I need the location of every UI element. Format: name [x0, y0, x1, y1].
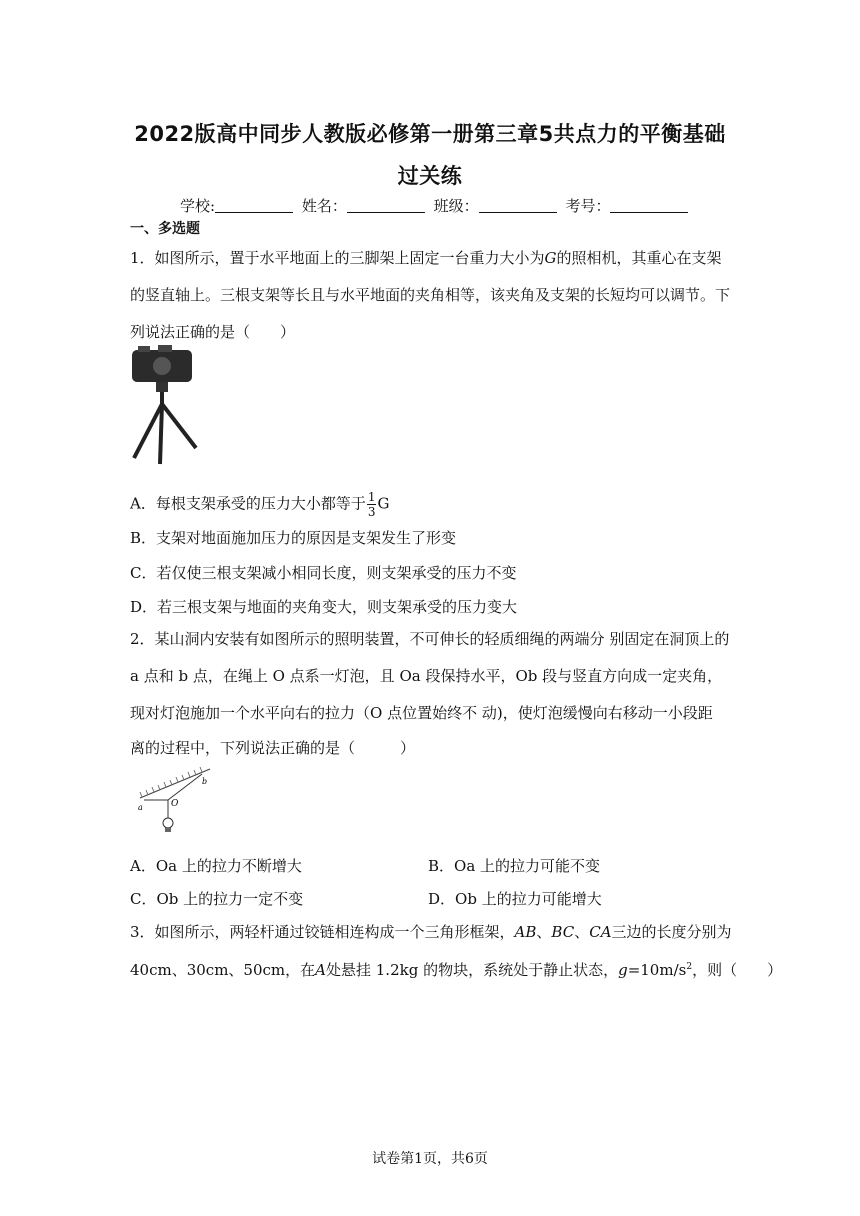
fig-label-o: O — [171, 799, 179, 809]
school-label: 学校: — [180, 197, 216, 215]
page-title: 2022版高中同步人教版必修第一册第三章5共点力的平衡基础 — [134, 122, 726, 146]
q3-side-ca: CA — [589, 923, 612, 941]
q1-line3: 列说法正确的是（ ） — [130, 323, 296, 341]
q3-variable-g: g — [618, 961, 628, 979]
section-heading: 一、多选题 — [130, 221, 200, 237]
q2-option-d: D．Ob 上的拉力可能增大 — [428, 890, 602, 908]
q2-option-b: B．Oa 上的拉力可能不变 — [428, 857, 601, 875]
q1-option-c: C．若仅使三根支架减小相同长度，则支架承受的压力不变 — [130, 564, 517, 582]
page-footer: 试卷第1页，共6页 — [372, 1151, 488, 1167]
q3-text-1-end: 三边的长度分别为 — [611, 923, 732, 941]
q2-line1: 2．某山洞内安装有如图所示的照明装置，不可伸长的轻质细绳的两端分 别固定在洞顶上的 — [130, 630, 730, 648]
student-info-row — [180, 196, 692, 216]
q3-side-bc: BC — [551, 923, 575, 941]
q1-line1 — [130, 248, 722, 268]
q3-line1 — [130, 922, 732, 942]
fig-label-a: a — [138, 803, 143, 812]
q2-option-a: A．Oa 上的拉力不断增大 — [130, 857, 302, 875]
q1-option-b: B．支架对地面施加压力的原因是支架发生了形变 — [130, 529, 457, 547]
q1-option-a-text: A．每根支架承受的压力大小都等于 — [130, 494, 366, 513]
name-blank — [347, 198, 425, 213]
lamp-rope-figure — [130, 766, 214, 838]
tripod-camera-figure — [128, 344, 204, 466]
q3-text-2-mid: 处悬挂 1.2kg 的物块，系统处于静止状态， — [325, 961, 619, 979]
q3-text-2: 40cm、30cm、50cm，在 — [130, 961, 316, 979]
q1-option-a-g: G — [377, 494, 390, 513]
name-label: 姓名： — [301, 197, 347, 215]
q3-exponent: 2 — [686, 962, 693, 972]
q3-line2 — [130, 957, 782, 980]
q1-option-a — [130, 490, 389, 519]
fraction-one-third — [367, 490, 377, 519]
q3-point-a: A — [315, 961, 326, 979]
q2-line3: 现对灯泡施加一个水平向右的拉力（O 点位置始终不 动)，使灯泡缓慢向右移动一小段距 — [130, 704, 713, 722]
q3-text-1: 3．如图所示，两轻杆通过铰链相连构成一个三角形框架， — [130, 923, 515, 941]
q2-line4: 离的过程中，下列说法正确的是（ ） — [130, 739, 416, 757]
q3-text-2-end: ，则（ ） — [692, 961, 783, 979]
fig-label-b: b — [202, 777, 208, 786]
q3-g-value: =10m/s — [627, 961, 687, 979]
class-label: 班级： — [433, 197, 479, 215]
class-blank — [479, 198, 557, 213]
q1-line2: 的竖直轴上。三根支架等长且与水平地面的夹角相等，该夹角及支架的长短均可以调节。下 — [130, 286, 731, 304]
page-title-continued: 过关练 — [397, 164, 463, 188]
q3-sep-2: 、 — [574, 923, 590, 941]
school-blank — [215, 198, 293, 213]
q3-sep-1: 、 — [536, 923, 552, 941]
exam-no-blank — [610, 198, 688, 213]
q1-variable-g: G — [544, 249, 557, 267]
fraction-numerator: 1 — [367, 490, 376, 504]
q3-side-ab: AB — [514, 923, 537, 941]
q2-line2: a 点和 b 点，在绳上 O 点系一灯泡，且 Oa 段保持水平，Ob 段与竖直方向成一定夹角， — [130, 667, 723, 685]
q1-text-1: 1．如图所示，置于水平地面上的三脚架上固定一台重力大小为 — [130, 249, 545, 267]
q1-text-1-end: 的照相机，其重心在支架 — [556, 249, 722, 267]
q2-option-c: C．Ob 上的拉力一定不变 — [130, 890, 304, 908]
fraction-denominator: 3 — [367, 505, 376, 519]
exam-no-label: 考号： — [565, 197, 611, 215]
q1-option-d: D．若三根支架与地面的夹角变大，则支架承受的压力变大 — [130, 598, 518, 616]
